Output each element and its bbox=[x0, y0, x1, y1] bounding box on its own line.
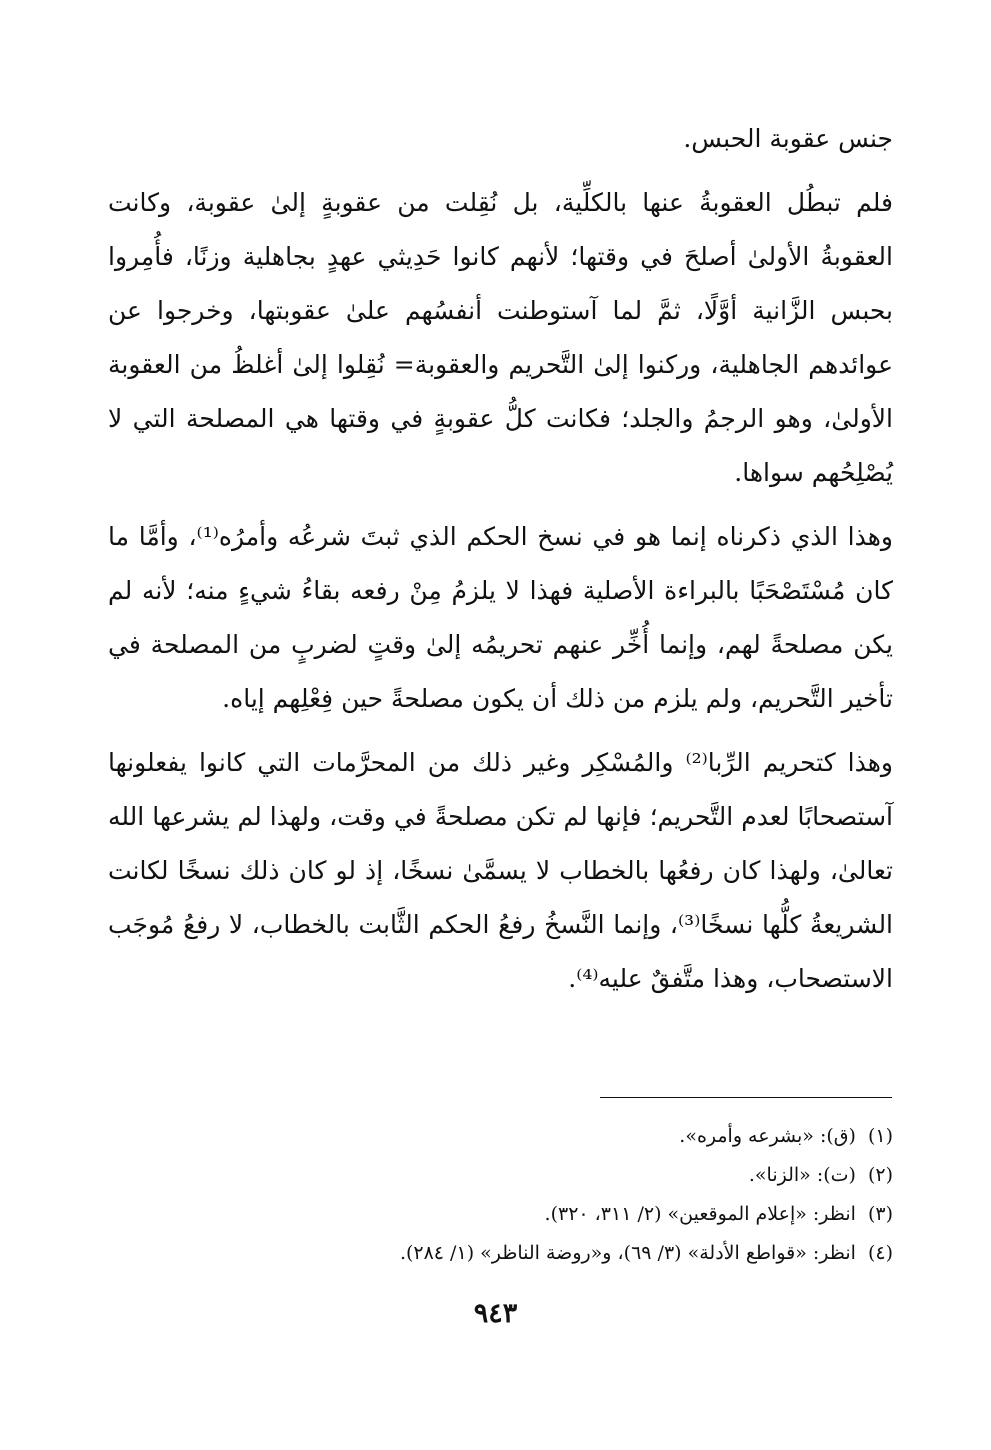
footnote-1 bbox=[108, 1117, 893, 1156]
footnote-number: (٢) bbox=[867, 1164, 893, 1186]
paragraph-4: وهذا كتحريم الرِّبا⁽²⁾ والمُسْكِر وغير ذلك من المحرَّمات التي كانوا يفعلونها آستصحابًا لعدم التَّحريم؛ فإنها لم تكن مصلحةً في وقت، ولهذا لم يشرعها الله تعالىٰ، ولهذا كان رفعُها بالخطاب لا يسمَّىٰ نسخًا، إذ لو كان ذلك نسخًا لكانت الشريعةُ كلُّها نسخًا⁽³⁾، وإنما النَّسخُ رفعُ الحكم الثَّابت بالخطاب، لا رفعُ مُوجَب الاستصحاب، وهذا متَّفقٌ عليه⁽⁴⁾. bbox=[108, 748, 894, 993]
footnote-3 bbox=[108, 1195, 893, 1234]
paragraph-1: جنس عقوبة الحبس. bbox=[683, 124, 893, 153]
footnote-text: انظر: «إعلام الموقعين» (٢/ ٣١١، ٣٢٠). bbox=[544, 1203, 856, 1225]
footnotes bbox=[108, 1117, 893, 1273]
page-number: ٩٤٣ bbox=[473, 1298, 518, 1329]
footnote-text: (ت): «الزنا». bbox=[748, 1164, 856, 1186]
paragraph-3: وهذا الذي ذكرناه إنما هو في نسخ الحكم الذي ثبتَ شرعُه وأمرُه⁽¹⁾، وأمَّا ما كان مُسْتَصْحَبًا بالبراءة الأصلية فهذا لا يلزمُ مِنْ رفعه بقاءُ شيءٍ منه؛ لأنه لم يكن مصلحةً لهم، وإنما أُخِّر عنهم تحريمُه إلىٰ وقتٍ لضربٍ من المصلحة في تأخير التَّحريم، ولم يلزم من ذلك أن يكون مصلحةً حين فِعْلِهم إياه. bbox=[108, 522, 893, 713]
page-body bbox=[108, 112, 893, 1006]
footnote-text: (ق): «بشرعه وأمره». bbox=[679, 1125, 856, 1147]
footnote-2 bbox=[108, 1156, 893, 1195]
footnote-text: انظر: «قواطع الأدلة» (٣/ ٦٩)، و«روضة الناظر» (١/ ٢٨٤). bbox=[399, 1242, 856, 1264]
footnote-4 bbox=[108, 1234, 893, 1273]
footnote-separator bbox=[600, 1097, 892, 1098]
paragraph-2: فلم تبطُل العقوبةُ عنها بالكلِّية، بل نُقِلت من عقوبةٍ إلىٰ عقوبة، وكانت العقوبةُ الأولىٰ أصلحَ في وقتها؛ لأنهم كانوا حَدِيثي عهدٍ بجاهلية وزنًا، فأُمِروا بحبس الزَّانية أوَّلًا، ثمَّ لما آستوطنت أنفسُهم علىٰ عقوبتها، وخرجوا عن عوائدهم الجاهلية، وركنوا إلىٰ التَّحريم والعقوبة= نُقِلوا إلىٰ أغلظُ من العقوبة الأولىٰ، وهو الرجمُ والجلد؛ فكانت كلُّ عقوبةٍ في وقتها هي المصلحة التي لا يُصْلِحُهم سواها. bbox=[108, 188, 893, 487]
main-text bbox=[108, 112, 893, 1006]
footnote-number: (١) bbox=[867, 1125, 893, 1147]
footnote-number: (٤) bbox=[867, 1242, 893, 1264]
footnote-number: (٣) bbox=[867, 1203, 893, 1225]
